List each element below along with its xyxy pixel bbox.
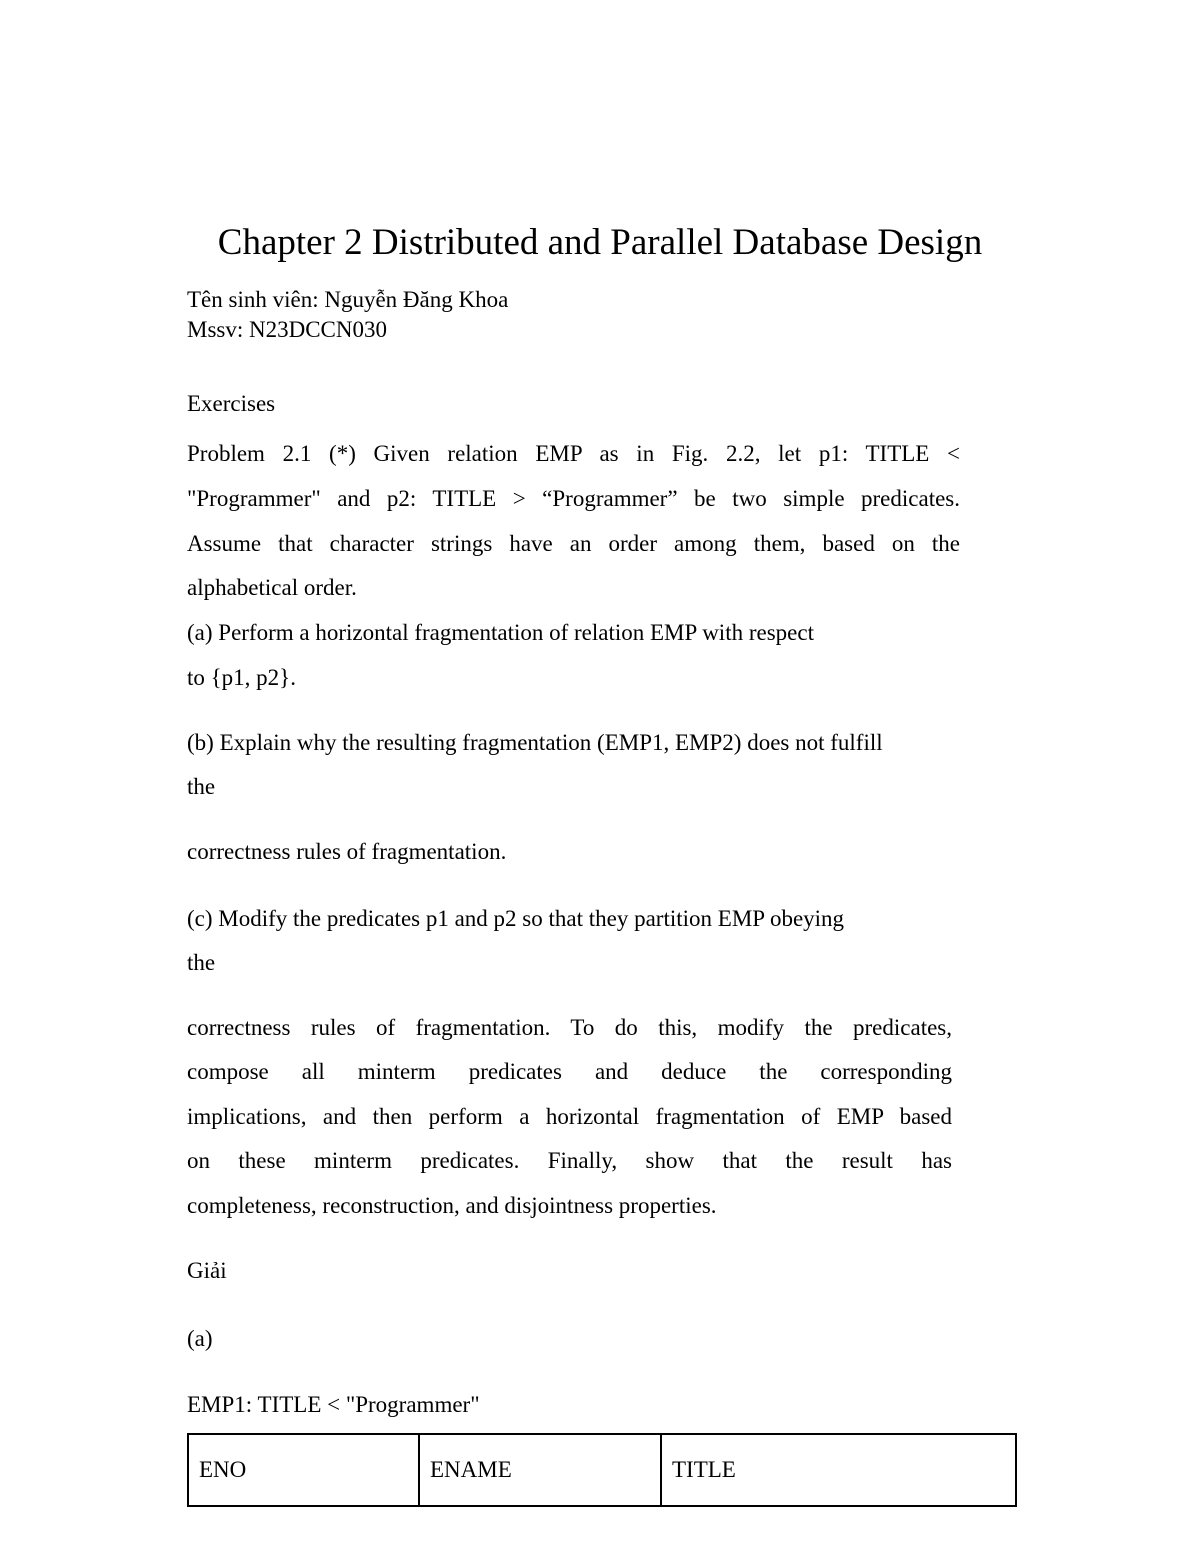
part-c-line: correctness rules of fragmentation. To do this, modify the predicates, [187,1015,952,1040]
student-name: Tên sinh viên: Nguyễn Đăng Khoa [187,287,509,312]
emp1-table [187,1433,1017,1507]
part-c-line: on these minterm predicates. Finally, show that the result has [187,1148,952,1173]
solution-part-label: (a) [187,1326,213,1351]
section-heading: Exercises [187,391,276,416]
part-c-line: implications, and then perform a horizontal fragmentation of EMP based [187,1104,952,1129]
problem-line: Assume that character strings have an order among them, based on the [187,531,960,556]
part-c-line: compose all minterm predicates and deduce the corresponding [187,1059,952,1084]
student-id: Mssv: N23DCCN030 [187,317,388,342]
solution-heading: Giải [187,1258,227,1283]
part-c-line: completeness, reconstruction, and disjointness properties. [187,1193,717,1218]
column-header-title: TITLE [661,1434,1016,1506]
part-a-line: (a) Perform a horizontal fragmentation of relation EMP with respect [187,620,814,645]
part-a-line: to {p1, p2}. [187,665,296,690]
emp1-label: EMP1: TITLE < "Programmer" [187,1392,480,1417]
column-header-ename: ENAME [419,1434,661,1506]
column-header-eno: ENO [188,1434,419,1506]
part-c-line: the [187,950,216,975]
part-b-line: the [187,774,216,799]
part-c-line: (c) Modify the predicates p1 and p2 so that they partition EMP obeying [187,906,845,931]
problem-line: alphabetical order. [187,575,357,600]
part-b-line: (b) Explain why the resulting fragmentation (EMP1, EMP2) does not fulfill [187,730,883,755]
problem-line: Problem 2.1 (*) Given relation EMP as in Fig. 2.2, let p1: TITLE < [187,441,960,466]
chapter-title: Chapter 2 Distributed and Parallel Database Design [217,222,983,263]
part-b-line: correctness rules of fragmentation. [187,839,507,864]
problem-line: "Programmer" and p2: TITLE > “Programmer” be two simple predicates. [187,486,960,511]
table-header-row [188,1434,1016,1506]
